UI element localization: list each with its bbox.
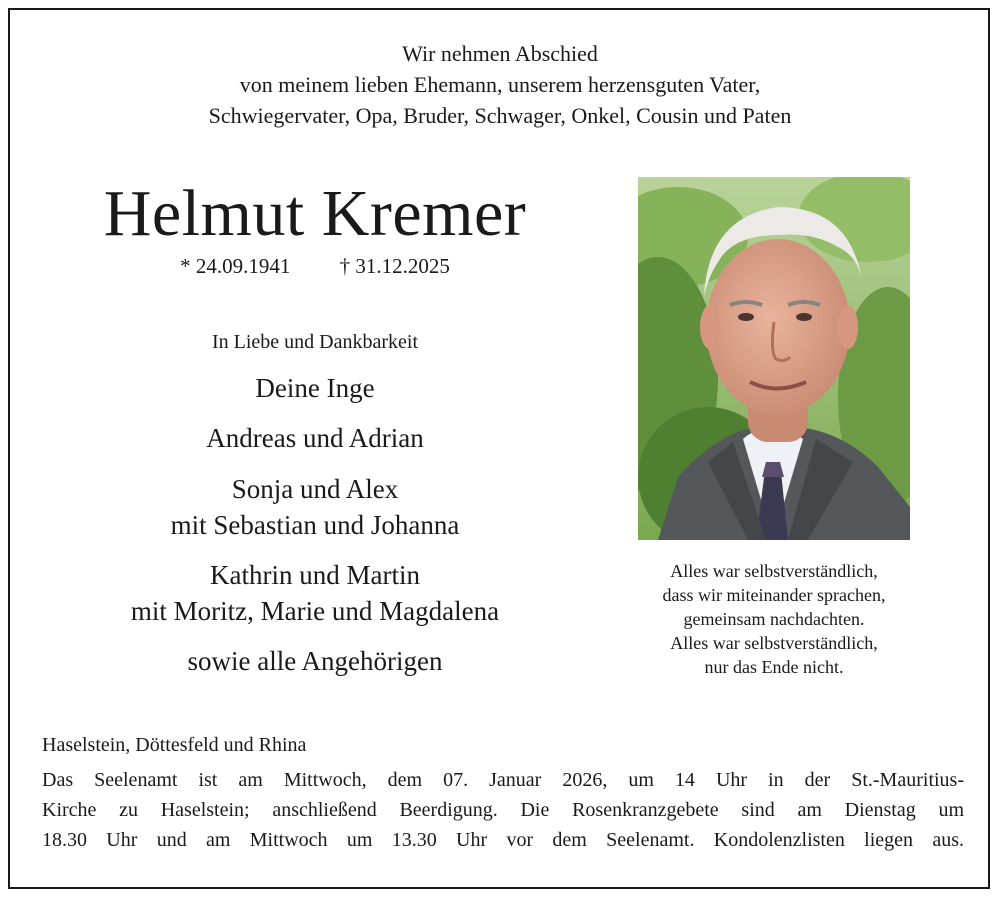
- mourners-lead: In Liebe und Dankbarkeit: [211, 331, 419, 353]
- quote-line: Alles war selbstverständlich,: [670, 633, 878, 653]
- mourner-line: Andreas und Adrian: [206, 423, 424, 453]
- mourner-line: Deine Inge: [255, 373, 375, 403]
- notice-line: Das Seelenamt ist am Mittwoch, dem 07. Januar 2026, um 14 Uhr in der St.-Mauritius-: [42, 769, 964, 791]
- place-names: Haselstein, Döttesfeld und Rhina: [42, 734, 307, 756]
- mourner-line: Sonja und Alex: [231, 474, 399, 504]
- mourner-line: Kathrin und Martin: [210, 560, 420, 590]
- mourner-line: sowie alle Angehörigen: [187, 646, 443, 676]
- life-dates: [60, 254, 570, 279]
- intro-line: von meinem lieben Ehemann, unserem herzensguten Vater,: [239, 72, 761, 97]
- portrait-photo: [638, 177, 910, 540]
- notice-line: Kirche zu Haselstein; anschließend Beerdigung. Die Rosenkranzgebete sind am Dienstag um: [42, 799, 964, 821]
- quote-line: nur das Ende nicht.: [704, 657, 844, 677]
- quote-line: gemeinsam nachdachten.: [683, 609, 865, 629]
- intro-line: Schwiegervater, Opa, Bruder, Schwager, Onkel, Cousin und Paten: [208, 103, 792, 128]
- quote-text: [610, 559, 938, 679]
- quote-line: dass wir miteinander sprachen,: [662, 585, 886, 605]
- notice-line: 18.30 Uhr und am Mittwoch um 13.30 Uhr vor dem Seelenamt. Kondolenzlisten liegen aus.: [42, 829, 964, 851]
- funeral-notice: [42, 765, 964, 855]
- birth-date: * 24.09.1941: [180, 254, 291, 278]
- intro-text: [0, 38, 1000, 131]
- mourner-line: mit Moritz, Marie und Magdalena: [130, 596, 500, 626]
- deceased-name: Helmut Kremer: [103, 177, 527, 250]
- mourner-line: mit Sebastian und Johanna: [170, 510, 460, 540]
- quote-line: Alles war selbstverständlich,: [670, 561, 878, 581]
- death-date: † 31.12.2025: [339, 254, 450, 278]
- intro-line: Wir nehmen Abschied: [402, 41, 598, 66]
